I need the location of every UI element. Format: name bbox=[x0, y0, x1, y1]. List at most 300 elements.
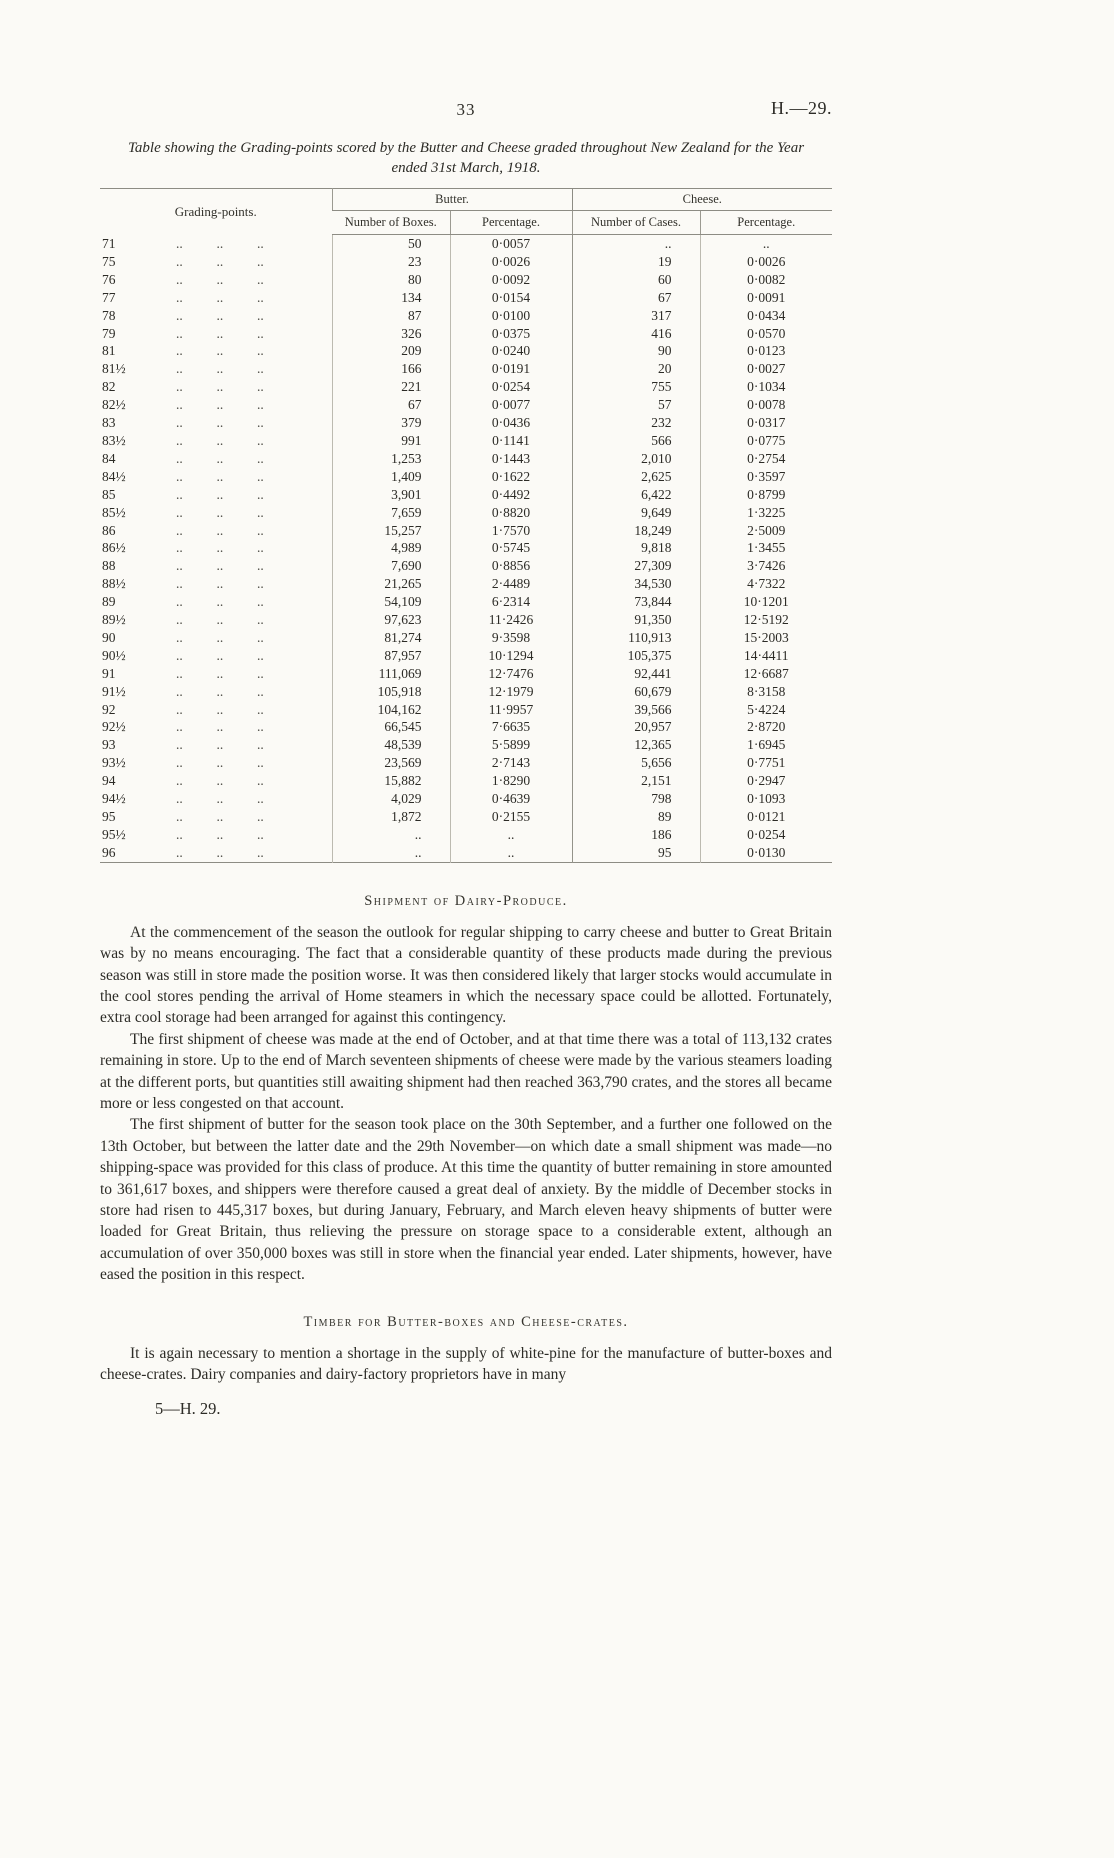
table-row bbox=[100, 271, 832, 289]
cheese-cases-cell: 57 bbox=[572, 396, 700, 414]
dot-leader: .. .. .. bbox=[176, 737, 264, 753]
dot-leader: .. .. .. bbox=[176, 415, 264, 431]
grading-point-cell bbox=[100, 432, 332, 450]
table-row bbox=[100, 539, 832, 557]
butter-boxes-cell: 4,989 bbox=[332, 539, 450, 557]
cheese-cases-cell: .. bbox=[572, 235, 700, 253]
dot-leader: .. .. .. bbox=[176, 612, 264, 628]
butter-percentage-cell: 0·0100 bbox=[450, 307, 572, 325]
butter-boxes-cell: 48,539 bbox=[332, 736, 450, 754]
table-row bbox=[100, 504, 832, 522]
butter-percentage-cell: 7·6635 bbox=[450, 718, 572, 736]
table-title: Table showing the Grading-points scored by the Butter and Cheese graded throughout New Zealand for the Year ended 31st March, 1918. bbox=[127, 140, 805, 176]
cheese-cases-cell: 798 bbox=[572, 790, 700, 808]
cheese-percentage-cell: 0·0317 bbox=[700, 414, 832, 432]
cheese-cases-cell: 27,309 bbox=[572, 557, 700, 575]
table-row bbox=[100, 557, 832, 575]
grading-point-value: 79 bbox=[102, 325, 116, 341]
butter-percentage-cell: 0·0026 bbox=[450, 253, 572, 271]
paragraph-shipment-3: The first shipment of butter for the season took place on the 30th September, and a further one followed on the 13th October, but between the latter date and the 29th November—on which date a small shipment was made—no shipping-space was provided for this class of produce. At this time the quantity of butter remaining in store amounted to 361,617 boxes, and shippers were therefore caused a great deal of anxiety. By the middle of December stocks in store had risen to 445,317 boxes, but during January, February, and March eleven heavy shipments of butter were loaded for Great Britain, thus relieving the pressure on storage space to a considerable extent, although an accumulation of over 350,000 boxes was still in store when the financial year ended. Later shipments, however, have eased the position in this respect. bbox=[100, 1116, 832, 1284]
grading-point-value: 86½ bbox=[102, 540, 126, 556]
grading-point-value: 91 bbox=[102, 665, 116, 681]
butter-percentage-cell: .. bbox=[450, 844, 572, 862]
cheese-percentage-cell: 0·2947 bbox=[700, 772, 832, 790]
paragraph-shipment-2: The first shipment of cheese was made at the end of October, and at that time there was a total of 113,132 crates remaining in store. Up to the end of March seventeen shipments of cheese were made by the various steamers loading at the different ports, but quantities still awaiting shipment had then reached 363,790 crates, and the stores all became more or less congested on that account. bbox=[100, 1030, 832, 1112]
cheese-cases-cell: 6,422 bbox=[572, 486, 700, 504]
page-content bbox=[100, 100, 832, 1419]
dot-leader: .. .. .. bbox=[176, 773, 264, 789]
butter-percentage-cell: 0·0077 bbox=[450, 396, 572, 414]
page-header bbox=[100, 100, 832, 126]
grading-point-cell bbox=[100, 701, 332, 719]
cheese-cases-cell: 19 bbox=[572, 253, 700, 271]
group-header-butter: Butter. bbox=[332, 189, 572, 211]
cheese-cases-cell: 95 bbox=[572, 844, 700, 862]
cheese-cases-cell: 755 bbox=[572, 378, 700, 396]
butter-percentage-cell: 0·8820 bbox=[450, 504, 572, 522]
grading-point-value: 81½ bbox=[102, 361, 126, 377]
butter-percentage-cell: 2·4489 bbox=[450, 575, 572, 593]
cheese-percentage-cell: 10·1201 bbox=[700, 593, 832, 611]
col-header-number-of-cases: Number of Cases. bbox=[572, 211, 700, 235]
grading-point-value: 89 bbox=[102, 594, 116, 610]
dot-leader: .. .. .. bbox=[176, 486, 264, 502]
page-number: 33 bbox=[456, 100, 476, 119]
table-row bbox=[100, 450, 832, 468]
cheese-cases-cell: 89 bbox=[572, 808, 700, 826]
butter-percentage-cell: 1·8290 bbox=[450, 772, 572, 790]
grading-point-value: 88½ bbox=[102, 576, 126, 592]
butter-percentage-cell: 1·7570 bbox=[450, 522, 572, 540]
cheese-percentage-cell: 1·3225 bbox=[700, 504, 832, 522]
col-header-butter-percentage: Percentage. bbox=[450, 211, 572, 235]
dot-leader: .. .. .. bbox=[176, 397, 264, 413]
butter-boxes-cell: 1,253 bbox=[332, 450, 450, 468]
cheese-cases-cell: 92,441 bbox=[572, 665, 700, 683]
grading-point-cell bbox=[100, 539, 332, 557]
cheese-percentage-cell: 0·0082 bbox=[700, 271, 832, 289]
grading-point-value: 85 bbox=[102, 486, 116, 502]
butter-percentage-cell: 2·7143 bbox=[450, 754, 572, 772]
cheese-cases-cell: 2,625 bbox=[572, 468, 700, 486]
dot-leader: .. .. .. bbox=[176, 791, 264, 807]
grading-point-cell bbox=[100, 468, 332, 486]
dot-leader: .. .. .. bbox=[176, 468, 264, 484]
grading-point-cell bbox=[100, 629, 332, 647]
cheese-percentage-cell: 0·0078 bbox=[700, 396, 832, 414]
grading-point-cell bbox=[100, 808, 332, 826]
dot-leader: .. .. .. bbox=[176, 235, 264, 251]
butter-boxes-cell: 87 bbox=[332, 307, 450, 325]
dot-leader: .. .. .. bbox=[176, 826, 264, 842]
dot-leader: .. .. .. bbox=[176, 450, 264, 466]
butter-boxes-cell: 23,569 bbox=[332, 754, 450, 772]
table-row bbox=[100, 754, 832, 772]
grading-point-value: 75 bbox=[102, 253, 116, 269]
cheese-cases-cell: 416 bbox=[572, 325, 700, 343]
butter-boxes-cell: 80 bbox=[332, 271, 450, 289]
cheese-percentage-cell: 0·3597 bbox=[700, 468, 832, 486]
grading-point-value: 88 bbox=[102, 558, 116, 574]
cheese-cases-cell: 20,957 bbox=[572, 718, 700, 736]
section-heading-shipment: Shipment of Dairy-Produce. bbox=[364, 892, 568, 909]
grading-point-cell bbox=[100, 396, 332, 414]
grading-point-cell bbox=[100, 754, 332, 772]
cheese-percentage-cell: 2·8720 bbox=[700, 718, 832, 736]
grading-point-value: 90 bbox=[102, 629, 116, 645]
butter-boxes-cell: 81,274 bbox=[332, 629, 450, 647]
butter-boxes-cell: 1,872 bbox=[332, 808, 450, 826]
cheese-cases-cell: 73,844 bbox=[572, 593, 700, 611]
cheese-percentage-cell: 3·7426 bbox=[700, 557, 832, 575]
table-row bbox=[100, 611, 832, 629]
butter-percentage-cell: 0·0240 bbox=[450, 342, 572, 360]
cheese-percentage-cell: 1·3455 bbox=[700, 539, 832, 557]
cheese-percentage-cell: 12·6687 bbox=[700, 665, 832, 683]
table-row bbox=[100, 253, 832, 271]
butter-boxes-cell: 54,109 bbox=[332, 593, 450, 611]
dot-leader: .. .. .. bbox=[176, 594, 264, 610]
butter-boxes-cell: 97,623 bbox=[332, 611, 450, 629]
table-row bbox=[100, 593, 832, 611]
paragraph-shipment-1: At the commencement of the season the outlook for regular shipping to carry cheese and butter to Great Britain was by no means encouraging. The fact that a considerable quantity of these products made during the previous season was still in store made the position worse. It was then considered likely that larger stocks would accumulate in the cool stores pending the arrival of Home steamers in which the necessary space could be allotted. Fortunately, extra cool storage had been arranged for against this contingency. bbox=[100, 923, 832, 1027]
grading-point-value: 91½ bbox=[102, 683, 126, 699]
cheese-cases-cell: 5,656 bbox=[572, 754, 700, 772]
dot-leader: .. .. .. bbox=[176, 809, 264, 824]
butter-boxes-cell: 4,029 bbox=[332, 790, 450, 808]
cheese-percentage-cell: 4·7322 bbox=[700, 575, 832, 593]
butter-boxes-cell: 221 bbox=[332, 378, 450, 396]
page-footer-signature: 5—H. 29. bbox=[155, 1399, 221, 1419]
grading-point-value: 96 bbox=[102, 844, 116, 860]
grading-point-value: 84½ bbox=[102, 468, 126, 484]
butter-boxes-cell: 105,918 bbox=[332, 683, 450, 701]
grading-point-cell bbox=[100, 718, 332, 736]
table-row bbox=[100, 772, 832, 790]
butter-boxes-cell: 67 bbox=[332, 396, 450, 414]
table-row bbox=[100, 414, 832, 432]
table-row bbox=[100, 790, 832, 808]
cheese-cases-cell: 18,249 bbox=[572, 522, 700, 540]
butter-percentage-cell: 9·3598 bbox=[450, 629, 572, 647]
grading-point-value: 83½ bbox=[102, 432, 126, 448]
grading-point-cell bbox=[100, 307, 332, 325]
butter-percentage-cell: 11·9957 bbox=[450, 701, 572, 719]
grading-point-cell bbox=[100, 844, 332, 862]
cheese-percentage-cell: 0·0254 bbox=[700, 826, 832, 844]
butter-percentage-cell: 6·2314 bbox=[450, 593, 572, 611]
grading-point-cell bbox=[100, 665, 332, 683]
paragraph-timber-1: It is again necessary to mention a shortage in the supply of white-pine for the manufacture of butter-boxes and cheese-crates. Dairy companies and dairy-factory proprietors have in many bbox=[100, 1344, 832, 1384]
cheese-cases-cell: 39,566 bbox=[572, 701, 700, 719]
grading-point-cell bbox=[100, 557, 332, 575]
dot-leader: .. .. .. bbox=[176, 343, 264, 359]
butter-boxes-cell: 87,957 bbox=[332, 647, 450, 665]
grading-point-value: 76 bbox=[102, 271, 116, 287]
butter-percentage-cell: 12·7476 bbox=[450, 665, 572, 683]
butter-percentage-cell: 0·0254 bbox=[450, 378, 572, 396]
grading-point-value: 93 bbox=[102, 737, 116, 753]
dot-leader: .. .. .. bbox=[176, 504, 264, 520]
grading-point-cell bbox=[100, 342, 332, 360]
grading-point-value: 95 bbox=[102, 809, 116, 824]
butter-percentage-cell: 5·5899 bbox=[450, 736, 572, 754]
table-row bbox=[100, 736, 832, 754]
cheese-cases-cell: 34,530 bbox=[572, 575, 700, 593]
dot-leader: .. .. .. bbox=[176, 325, 264, 341]
col-header-cheese-percentage: Percentage. bbox=[700, 211, 832, 235]
grading-point-cell bbox=[100, 826, 332, 844]
grading-point-cell bbox=[100, 593, 332, 611]
grading-point-cell bbox=[100, 378, 332, 396]
butter-boxes-cell: 66,545 bbox=[332, 718, 450, 736]
cheese-cases-cell: 110,913 bbox=[572, 629, 700, 647]
table-row bbox=[100, 665, 832, 683]
grading-point-value: 94 bbox=[102, 773, 116, 789]
cheese-percentage-cell: 5·4224 bbox=[700, 701, 832, 719]
grading-point-value: 82 bbox=[102, 379, 116, 395]
dot-leader: .. .. .. bbox=[176, 522, 264, 538]
grading-point-value: 77 bbox=[102, 289, 116, 305]
butter-percentage-cell: 10·1294 bbox=[450, 647, 572, 665]
grading-point-value: 71 bbox=[102, 235, 116, 251]
grading-point-cell bbox=[100, 611, 332, 629]
cheese-percentage-cell: 14·4411 bbox=[700, 647, 832, 665]
butter-boxes-cell: 134 bbox=[332, 289, 450, 307]
grading-point-cell bbox=[100, 253, 332, 271]
cheese-percentage-cell: 2·5009 bbox=[700, 522, 832, 540]
cheese-cases-cell: 566 bbox=[572, 432, 700, 450]
grading-point-cell bbox=[100, 450, 332, 468]
dot-leader: .. .. .. bbox=[176, 379, 264, 395]
butter-percentage-cell: 0·0057 bbox=[450, 235, 572, 253]
grading-point-value: 92½ bbox=[102, 719, 126, 735]
grading-point-value: 84 bbox=[102, 450, 116, 466]
dot-leader: .. .. .. bbox=[176, 844, 264, 860]
grading-points-table bbox=[100, 188, 832, 863]
grading-point-value: 93½ bbox=[102, 755, 126, 771]
butter-percentage-cell: 0·4639 bbox=[450, 790, 572, 808]
table-row bbox=[100, 683, 832, 701]
butter-boxes-cell: 209 bbox=[332, 342, 450, 360]
dot-leader: .. .. .. bbox=[176, 647, 264, 663]
cheese-cases-cell: 60 bbox=[572, 271, 700, 289]
cheese-cases-cell: 317 bbox=[572, 307, 700, 325]
table-row bbox=[100, 342, 832, 360]
cheese-cases-cell: 90 bbox=[572, 342, 700, 360]
dot-leader: .. .. .. bbox=[176, 558, 264, 574]
cheese-percentage-cell: 0·1034 bbox=[700, 378, 832, 396]
cheese-cases-cell: 20 bbox=[572, 360, 700, 378]
cheese-cases-cell: 67 bbox=[572, 289, 700, 307]
grading-point-cell bbox=[100, 575, 332, 593]
dot-leader: .. .. .. bbox=[176, 719, 264, 735]
butter-boxes-cell: 104,162 bbox=[332, 701, 450, 719]
cheese-percentage-cell: .. bbox=[700, 235, 832, 253]
butter-boxes-cell: .. bbox=[332, 844, 450, 862]
butter-boxes-cell: .. bbox=[332, 826, 450, 844]
dot-leader: .. .. .. bbox=[176, 701, 264, 717]
butter-percentage-cell: 11·2426 bbox=[450, 611, 572, 629]
grading-point-cell bbox=[100, 683, 332, 701]
butter-boxes-cell: 991 bbox=[332, 432, 450, 450]
cheese-cases-cell: 232 bbox=[572, 414, 700, 432]
butter-boxes-cell: 326 bbox=[332, 325, 450, 343]
grading-point-value: 81 bbox=[102, 343, 116, 359]
grading-point-cell bbox=[100, 790, 332, 808]
cheese-cases-cell: 9,818 bbox=[572, 539, 700, 557]
dot-leader: .. .. .. bbox=[176, 253, 264, 269]
table-row bbox=[100, 307, 832, 325]
grading-point-cell bbox=[100, 271, 332, 289]
table-row bbox=[100, 325, 832, 343]
grading-point-value: 90½ bbox=[102, 647, 126, 663]
cheese-cases-cell: 2,010 bbox=[572, 450, 700, 468]
table-row bbox=[100, 468, 832, 486]
section-heading-timber: Timber for Butter-boxes and Cheese-crates. bbox=[303, 1313, 629, 1330]
cheese-percentage-cell: 0·0130 bbox=[700, 844, 832, 862]
grading-point-cell bbox=[100, 736, 332, 754]
butter-percentage-cell: 0·0191 bbox=[450, 360, 572, 378]
butter-percentage-cell: .. bbox=[450, 826, 572, 844]
table-row bbox=[100, 360, 832, 378]
grading-point-cell bbox=[100, 289, 332, 307]
table-row bbox=[100, 522, 832, 540]
cheese-cases-cell: 60,679 bbox=[572, 683, 700, 701]
butter-boxes-cell: 111,069 bbox=[332, 665, 450, 683]
dot-leader: .. .. .. bbox=[176, 576, 264, 592]
cheese-percentage-cell: 1·6945 bbox=[700, 736, 832, 754]
grading-point-cell bbox=[100, 325, 332, 343]
butter-percentage-cell: 0·0154 bbox=[450, 289, 572, 307]
dot-leader: .. .. .. bbox=[176, 361, 264, 377]
cheese-cases-cell: 9,649 bbox=[572, 504, 700, 522]
cheese-percentage-cell: 0·8799 bbox=[700, 486, 832, 504]
butter-percentage-cell: 0·5745 bbox=[450, 539, 572, 557]
butter-boxes-cell: 7,690 bbox=[332, 557, 450, 575]
cheese-percentage-cell: 0·0123 bbox=[700, 342, 832, 360]
cheese-percentage-cell: 8·3158 bbox=[700, 683, 832, 701]
butter-percentage-cell: 0·8856 bbox=[450, 557, 572, 575]
grading-point-value: 94½ bbox=[102, 791, 126, 807]
cheese-percentage-cell: 0·0121 bbox=[700, 808, 832, 826]
grading-point-cell bbox=[100, 647, 332, 665]
dot-leader: .. .. .. bbox=[176, 271, 264, 287]
group-header-cheese: Cheese. bbox=[572, 189, 832, 211]
grading-point-value: 82½ bbox=[102, 397, 126, 413]
butter-boxes-cell: 50 bbox=[332, 235, 450, 253]
table-row bbox=[100, 486, 832, 504]
cheese-cases-cell: 91,350 bbox=[572, 611, 700, 629]
grading-point-value: 89½ bbox=[102, 612, 126, 628]
table-row bbox=[100, 718, 832, 736]
butter-percentage-cell: 0·1141 bbox=[450, 432, 572, 450]
table-row bbox=[100, 826, 832, 844]
butter-percentage-cell: 0·1443 bbox=[450, 450, 572, 468]
grading-point-value: 95½ bbox=[102, 826, 126, 842]
dot-leader: .. .. .. bbox=[176, 629, 264, 645]
col-header-grading-points: Grading-points. bbox=[174, 203, 257, 219]
butter-boxes-cell: 15,882 bbox=[332, 772, 450, 790]
table-row bbox=[100, 432, 832, 450]
butter-boxes-cell: 379 bbox=[332, 414, 450, 432]
cheese-cases-cell: 186 bbox=[572, 826, 700, 844]
dot-leader: .. .. .. bbox=[176, 540, 264, 556]
dot-leader: .. .. .. bbox=[176, 432, 264, 448]
butter-boxes-cell: 7,659 bbox=[332, 504, 450, 522]
butter-boxes-cell: 3,901 bbox=[332, 486, 450, 504]
cheese-percentage-cell: 0·0091 bbox=[700, 289, 832, 307]
butter-boxes-cell: 15,257 bbox=[332, 522, 450, 540]
table-head bbox=[100, 189, 832, 235]
cheese-percentage-cell: 0·1093 bbox=[700, 790, 832, 808]
cheese-percentage-cell: 0·2754 bbox=[700, 450, 832, 468]
butter-boxes-cell: 1,409 bbox=[332, 468, 450, 486]
butter-percentage-cell: 12·1979 bbox=[450, 683, 572, 701]
table-body bbox=[100, 235, 832, 863]
table-row bbox=[100, 701, 832, 719]
grading-point-cell bbox=[100, 772, 332, 790]
grading-point-value: 85½ bbox=[102, 504, 126, 520]
butter-percentage-cell: 0·1622 bbox=[450, 468, 572, 486]
grading-point-value: 92 bbox=[102, 701, 116, 717]
cheese-percentage-cell: 0·0775 bbox=[700, 432, 832, 450]
butter-percentage-cell: 0·2155 bbox=[450, 808, 572, 826]
table-row bbox=[100, 808, 832, 826]
grading-point-cell bbox=[100, 360, 332, 378]
butter-boxes-cell: 166 bbox=[332, 360, 450, 378]
butter-percentage-cell: 0·0375 bbox=[450, 325, 572, 343]
dot-leader: .. .. .. bbox=[176, 307, 264, 323]
cheese-cases-cell: 105,375 bbox=[572, 647, 700, 665]
table-row bbox=[100, 289, 832, 307]
cheese-cases-cell: 2,151 bbox=[572, 772, 700, 790]
grading-point-value: 78 bbox=[102, 307, 116, 323]
table-row bbox=[100, 575, 832, 593]
table-row bbox=[100, 844, 832, 862]
cheese-percentage-cell: 12·5192 bbox=[700, 611, 832, 629]
dot-leader: .. .. .. bbox=[176, 289, 264, 305]
table-row bbox=[100, 235, 832, 253]
cheese-cases-cell: 12,365 bbox=[572, 736, 700, 754]
grading-point-value: 83 bbox=[102, 415, 116, 431]
dot-leader: .. .. .. bbox=[176, 665, 264, 681]
grading-point-cell bbox=[100, 486, 332, 504]
grading-point-cell bbox=[100, 414, 332, 432]
table-row bbox=[100, 647, 832, 665]
table-row bbox=[100, 378, 832, 396]
col-header-number-of-boxes: Number of Boxes. bbox=[332, 211, 450, 235]
table-row bbox=[100, 629, 832, 647]
butter-percentage-cell: 0·0092 bbox=[450, 271, 572, 289]
butter-boxes-cell: 21,265 bbox=[332, 575, 450, 593]
dot-leader: .. .. .. bbox=[176, 683, 264, 699]
cheese-percentage-cell: 0·0027 bbox=[700, 360, 832, 378]
cheese-percentage-cell: 0·0026 bbox=[700, 253, 832, 271]
butter-percentage-cell: 0·4492 bbox=[450, 486, 572, 504]
cheese-percentage-cell: 0·0434 bbox=[700, 307, 832, 325]
grading-point-cell bbox=[100, 504, 332, 522]
table-row bbox=[100, 396, 832, 414]
report-code: H.—29. bbox=[771, 98, 832, 118]
butter-percentage-cell: 0·0436 bbox=[450, 414, 572, 432]
butter-boxes-cell: 23 bbox=[332, 253, 450, 271]
cheese-percentage-cell: 15·2003 bbox=[700, 629, 832, 647]
grading-point-cell bbox=[100, 522, 332, 540]
cheese-percentage-cell: 0·7751 bbox=[700, 754, 832, 772]
grading-point-cell bbox=[100, 235, 332, 253]
cheese-percentage-cell: 0·0570 bbox=[700, 325, 832, 343]
